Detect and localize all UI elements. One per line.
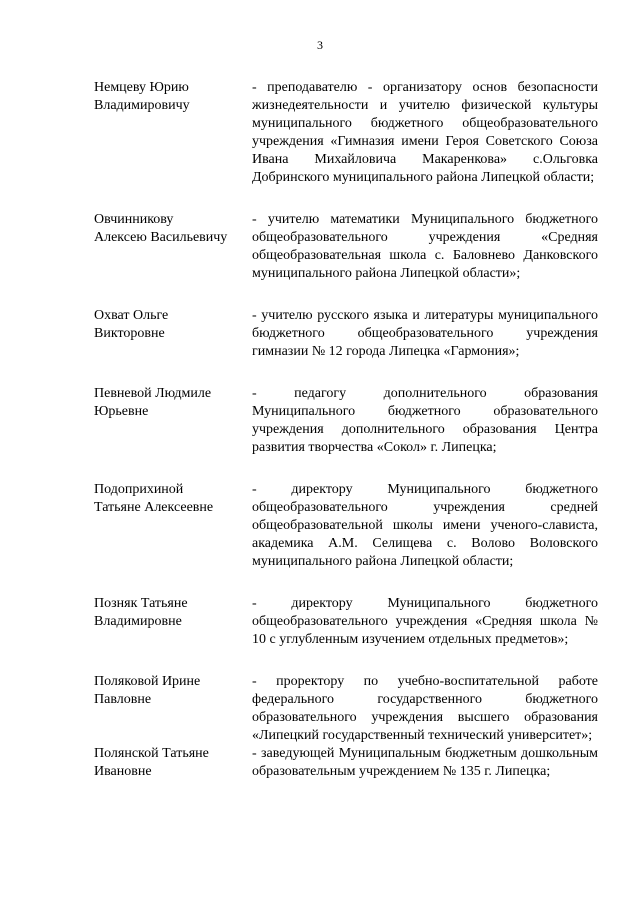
person-position: - проректору по учебно-воспитательной работе федерального государственного бюджетного образовательного учреждения высшего образования «Липецкий государственный технический университет»; [252,674,598,743]
list-item [94,673,598,745]
person-position: - заведующей Муниципальным бюджетным дошкольным образовательным учреждением № 135 г. Липецка; [252,746,598,779]
person-name: Позняк Татьяне Владимировне [94,596,188,629]
person-position: - директору Муниципального бюджетного общеобразовательного учреждения средней общеобразовательной школы имени ученого-слависта, академика А.М. Селищева с. Волово Воловского муниципального района Липецкой области; [252,482,598,569]
list-item [94,385,598,457]
list-item [94,211,598,283]
person-name: Поляковой Ирине Павловне [94,674,201,707]
person-name: Певневой Людмиле Юрьевне [94,386,212,419]
list-item [94,79,598,187]
person-name: Немцеву Юрию Владимировичу [94,80,190,113]
person-position: - педагогу дополнительного образования Муниципального бюджетного образовательного учреждения дополнительного образования Центра развития творчества «Сокол» г. Липецка; [252,386,598,455]
person-position: - директору Муниципального бюджетного общеобразовательного учреждения «Средняя школа № 10 с углубленным изучением отдельных предметов»; [252,596,598,647]
list-item [94,745,598,781]
person-position: - учителю русского языка и литературы муниципального бюджетного общеобразовательного учреждения гимназии № 12 города Липецка «Гармония»; [252,308,598,359]
person-name: Охват Ольге Викторовне [94,308,169,341]
award-list [94,79,598,781]
person-position: - учителю математики Муниципального бюджетного общеобразовательного учреждения «Средняя общеобразовательная школа с. Баловнево Данковского муниципального района Липецкой области»; [252,212,598,281]
person-name: Овчинникову Алексею Васильевичу [94,212,228,245]
list-item [94,595,598,649]
person-position: - преподавателю - организатору основ безопасности жизнедеятельности и учителю физической культуры муниципального бюджетного общеобразовательного учреждения «Гимназия имени Героя Советского Союза Ивана Михайловича Макаренкова» с.Ольговка Добринского муниципального района Липецкой области; [252,80,598,185]
page-number: 3 [317,38,323,52]
person-name: Полянской Татьяне Ивановне [94,746,209,779]
person-name: Подоприхиной Татьяне Алексеевне [94,482,214,515]
list-item [94,307,598,361]
list-item [94,481,598,571]
